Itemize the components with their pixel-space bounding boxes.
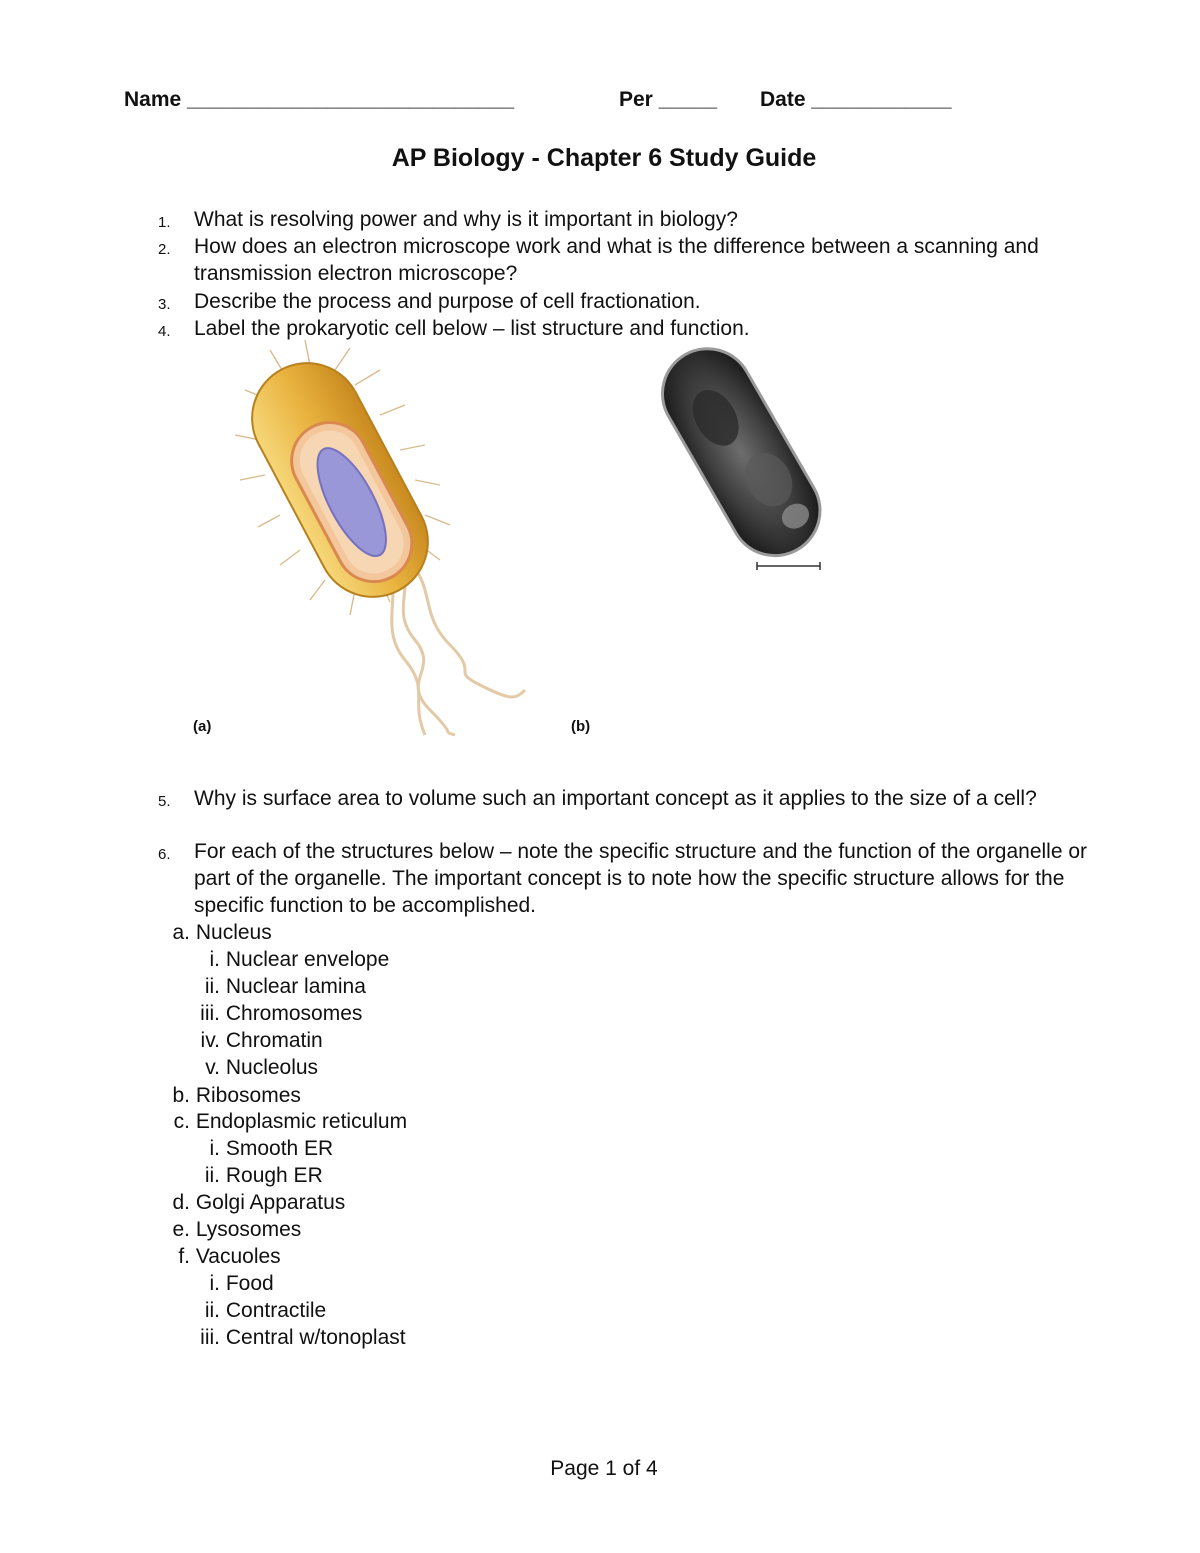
question-number: 3. bbox=[158, 296, 171, 313]
list-item: i. Food bbox=[209, 1272, 274, 1295]
list-item: i. Nuclear envelope bbox=[209, 948, 390, 971]
name-field-label: Name ____________________________ bbox=[124, 88, 515, 111]
prokaryotic-cell-illustration bbox=[230, 340, 540, 740]
question-number: 1. bbox=[158, 214, 171, 231]
question-5 bbox=[158, 785, 1098, 812]
question-text: How does an electron microscope work and what is the difference between a scanning and transmission electron microscope? bbox=[194, 235, 1039, 285]
list-item: i. Smooth ER bbox=[209, 1137, 334, 1160]
flagella bbox=[390, 560, 525, 735]
list-item: iv. Chromatin bbox=[200, 1029, 323, 1052]
question-text: Why is surface area to volume such an important concept as it applies to the size of a cell? bbox=[194, 787, 1037, 810]
list-item: iii. Central w/tonoplast bbox=[200, 1326, 406, 1349]
question-number: 6. bbox=[158, 846, 171, 863]
question-4 bbox=[158, 315, 1098, 342]
list-item: b. Ribosomes bbox=[172, 1084, 301, 1107]
question-text: Label the prokaryotic cell below – list structure and function. bbox=[194, 317, 750, 340]
question-1 bbox=[158, 206, 1098, 233]
prokaryotic-cell-micrograph bbox=[640, 340, 840, 580]
question-number: 2. bbox=[158, 241, 171, 258]
page-title: AP Biology - Chapter 6 Study Guide bbox=[391, 144, 817, 172]
date-field-label: Date ____________ bbox=[760, 88, 952, 111]
figure-label-a: (a) bbox=[193, 718, 212, 735]
list-item: c. Endoplasmic reticulum bbox=[173, 1110, 408, 1133]
list-item: v. Nucleolus bbox=[205, 1056, 319, 1079]
page-footer: Page 1 of 4 bbox=[550, 1457, 658, 1480]
question-text: For each of the structures below – note the specific structure and the function of the organelle or part of the organelle. The important concept is to note how the specific structure allows for the specific function to be accomplished. bbox=[194, 840, 1088, 917]
list-item: iii. Chromosomes bbox=[200, 1002, 363, 1025]
list-item: ii. Nuclear lamina bbox=[204, 975, 366, 998]
list-item: d. Golgi Apparatus bbox=[172, 1191, 346, 1214]
list-item: a. Nucleus bbox=[172, 921, 272, 944]
question-text: What is resolving power and why is it important in biology? bbox=[194, 208, 738, 231]
list-item: ii. Contractile bbox=[204, 1299, 327, 1322]
question-3 bbox=[158, 288, 1098, 315]
list-item: f. Vacuoles bbox=[178, 1245, 281, 1268]
list-item: e. Lysosomes bbox=[172, 1218, 302, 1241]
figure-label-b: (b) bbox=[571, 718, 591, 735]
period-field-label: Per _____ bbox=[619, 88, 718, 111]
question-6 bbox=[158, 838, 1098, 919]
question-number: 4. bbox=[158, 323, 171, 340]
question-text: Describe the process and purpose of cell fractionation. bbox=[194, 290, 701, 313]
question-number: 5. bbox=[158, 793, 171, 810]
question-2 bbox=[158, 233, 1098, 287]
list-item: ii. Rough ER bbox=[204, 1164, 323, 1187]
